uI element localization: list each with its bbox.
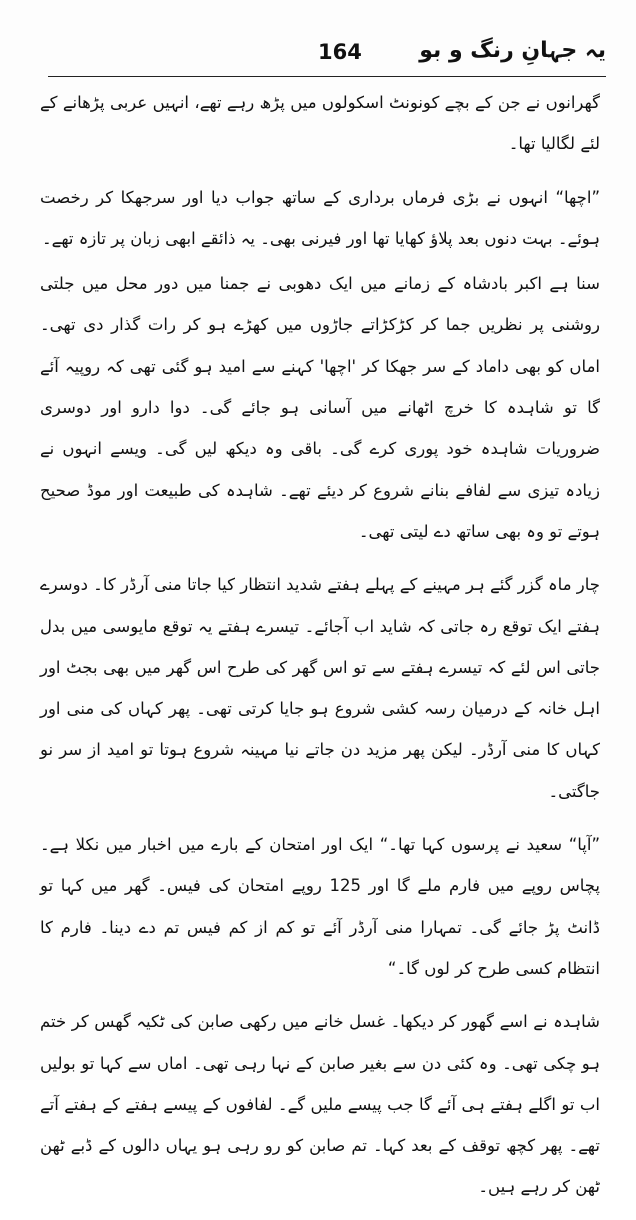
paragraph: سنا ہے اکبر بادشاہ کے زمانے میں ایک دھوبی نے جمنا میں دور محل میں جلتی روشنی پر نظریں جما کر کڑکڑاتے جاڑوں میں کھڑے ہو کر رات گذار دی تھی۔ اماں کو بھی داماد کے سر جھکا کر 'اچھا' کہنے سے امید ہو گئی تھی کہ روپیہ آئے گا تو شاہدہ کا خرچ اٹھانے میں آسانی ہو جائے گی۔ دوا دارو اور دوسری ضروریات شاہدہ خود پوری کرے گی۔ باقی وہ دیکھ لیں گی۔ ویسے انہوں نے زیادہ تیزی سے لفافے بنانے شروع کر دیئے تھے۔ شاہدہ کی طبیعت اور موڈ صحیح ہوتے تو وہ بھی ساتھ دے لیتی تھی۔ <box>40 274 600 541</box>
paragraph: شاہدہ نے اسے گھور کر دیکھا۔ غسل خانے میں رکھی صابن کی ٹکیہ گھس کر ختم ہو چکی تھی۔ وہ کئی دن سے بغیر صابن کے نہا رہی تھی۔ اماں سے کہا تو بولیں اب تو اگلے ہفتے ہی آئے گا جب پیسے ملیں گے۔ لفافوں کے پیسے ہفتے کے ہفتے آتے تھے۔ پھر کچھ توقف کے بعد کہا۔ تم صابن کو رو رہی ہو یہاں دالوں کے ڈبے ٹھن ٹھن کر رہے ہیں۔ <box>40 1012 600 1197</box>
paragraph: گھرانوں نے جن کے بچے کونونٹ اسکولوں میں پڑھ رہے تھے، انہیں عربی پڑھانے کے لئے لگالیا تھا۔ <box>40 93 600 154</box>
body-text <box>40 82 600 1220</box>
page-number: 164 <box>318 40 362 64</box>
paragraph: ”آپا“ سعید نے پرسوں کہا تھا۔“ ایک اور امتحان کے بارے میں اخبار میں نکلا ہے۔ پچاس روپے میں فارم ملے گا اور 125 روپے امتحان کی فیس۔ گھر میں کہا تو ڈانٹ پڑ جائے گی۔ تمہارا منی آرڈر آئے تو کم از کم فیس تم دے دینا۔ فارم کا انتظام کسی طرح کر لوں گا۔“ <box>40 835 601 978</box>
page-header <box>48 36 606 77</box>
paragraph: چار ماہ گزر گئے ہر مہینے کے پہلے ہفتے شدید انتظار کیا جاتا منی آرڈر کا۔ دوسرے ہفتے ایک توقع رہ جاتی کہ شاید اب آجائے۔ تیسرے ہفتے یہ توقع مایوسی میں بدل جاتی اس لئے کہ تیسرے ہفتے سے تو اس گھر کی طرح اس گھر میں بھی بجٹ اور اہل خانہ کے درمیان رسہ کشی شروع ہو جایا کرتی تھی۔ پھر کہاں کی منی اور کہاں کا منی آرڈر۔ لیکن پھر مزید دن جاتے نیا مہینہ شروع ہوتا تو امید از سر نو جاگتی۔ <box>40 575 600 801</box>
running-title: یہ جہانِ رنگ و بو <box>419 38 606 63</box>
paragraph: ”اچھا“ انہوں نے بڑی فرماں برداری کے ساتھ جواب دیا اور سرجھکا کر رخصت ہوئے۔ بہت دنوں بعد پلاؤ کھایا تھا اور فیرنی بھی۔ یہ ذائقے ابھی زبان پر تازہ تھے۔ <box>40 187 600 248</box>
